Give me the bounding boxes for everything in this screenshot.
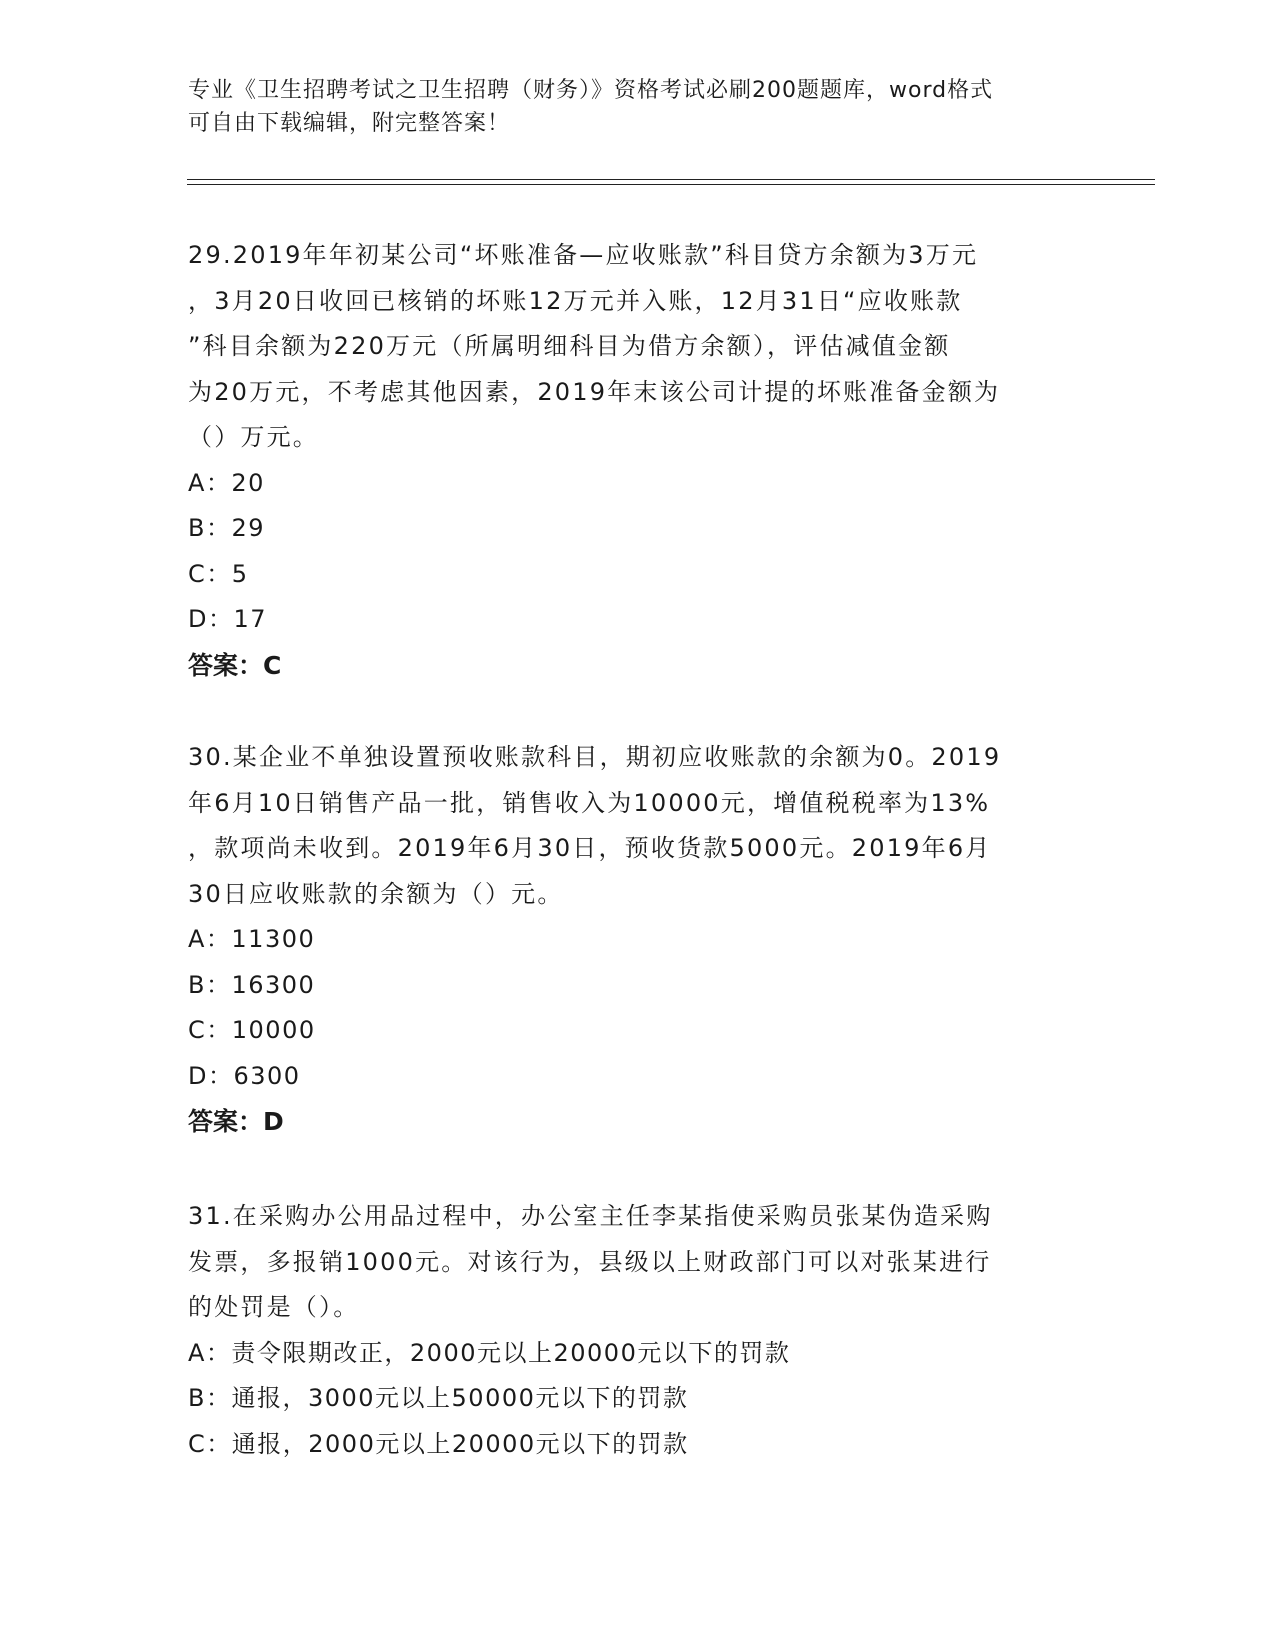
option-d: D：6300 [188,1061,301,1090]
option-c: C：通报，2000元以上20000元以下的罚款 [188,1429,689,1458]
question-text-line: （）万元。 [188,423,319,451]
option-d: D：17 [188,605,268,633]
question-text-line: 年6月10日销售产品一批，销售收入为10000元，增值税税率为13% [188,788,991,817]
option-b: B：16300 [188,970,316,999]
question-30 [188,735,1088,1145]
question-29 [188,233,1088,688]
question-text-line: ”科目余额为220万元（所属明细科目为借方余额），评估减值金额 [188,332,951,360]
header-divider-top [187,179,1155,180]
header-title-line-2: 可自由下载编辑，附完整答案！ [188,111,511,136]
question-31 [188,1194,1088,1467]
question-text-line: 为20万元，不考虑其他因素，2019年末该公司计提的坏账准备金额为 [188,377,1001,406]
question-text-line: 31.在采购办公用品过程中，办公室主任李某指使采购员张某伪造采购 [188,1202,993,1230]
option-b: B：通报，3000元以上50000元以下的罚款 [188,1384,689,1412]
answer-label: 答案：D [188,1107,284,1136]
option-c: C：5 [188,559,249,588]
header-title-line-1: 专业《卫生招聘考试之卫生招聘（财务）》资格考试必刷200题题库，word格式 [188,78,994,103]
option-a: A：20 [188,468,265,497]
question-text-line: ，3月20日收回已核销的坏账12万元并入账，12月31日“应收账款 [188,286,963,315]
question-text-line: 发票，多报销1000元。对该行为，县级以上财政部门可以对张某进行 [188,1247,992,1276]
question-text-line: ，款项尚未收到。2019年6月30日，预收货款5000元。2019年6月 [188,834,992,862]
option-b: B：29 [188,514,266,542]
question-text-line: 30日应收账款的余额为（）元。 [188,879,564,908]
question-text-line: 的处罚是（）。 [188,1293,360,1321]
option-c: C：10000 [188,1016,316,1044]
question-text-line: 30.某企业不单独设置预收账款科目，期初应收账款的余额为0。2019 [188,743,1002,771]
question-text-line: 29.2019年年初某公司“坏账准备—应收账款”科目贷方余额为3万元 [188,241,979,269]
header-divider-bottom [187,184,1155,185]
document-header [188,74,1088,140]
option-a: A：11300 [188,925,316,953]
option-a: A：责令限期改正，2000元以上20000元以下的罚款 [188,1338,791,1367]
answer-label: 答案：C [188,650,282,680]
